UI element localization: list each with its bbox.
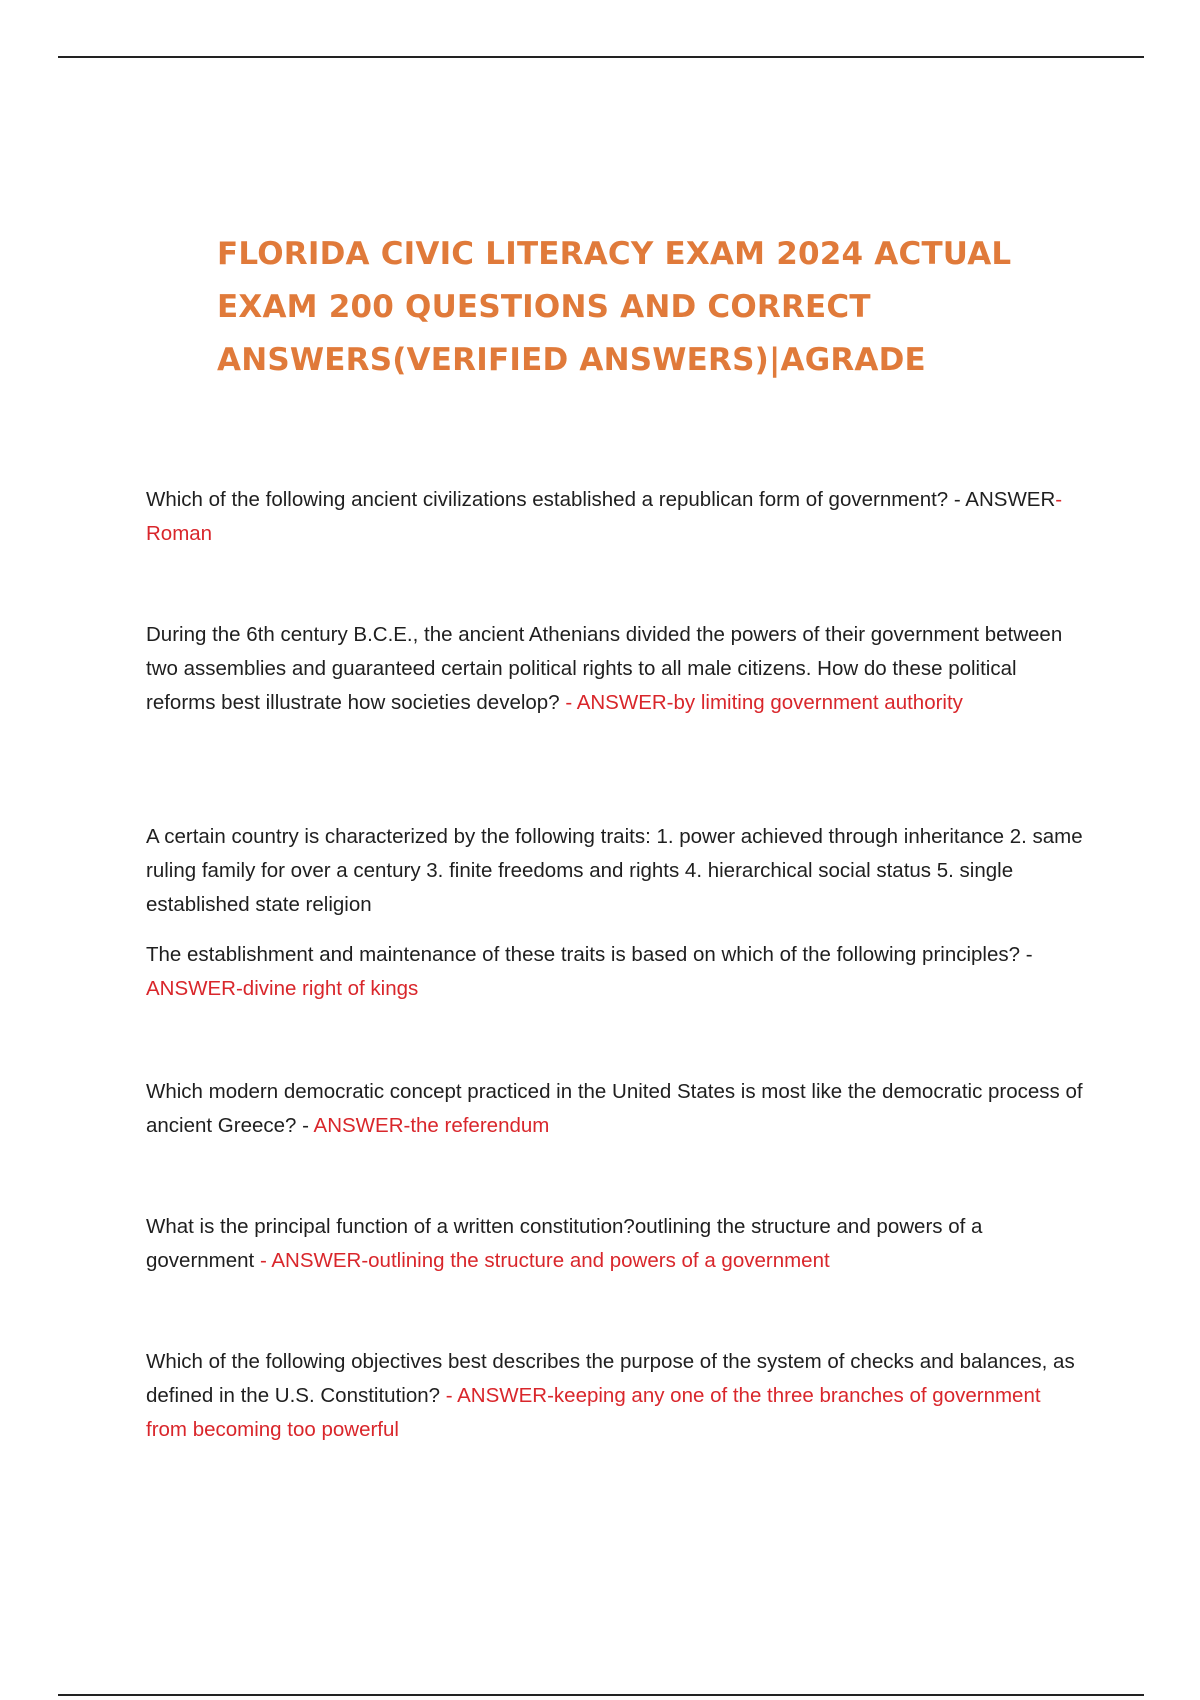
qa-item-3 bbox=[146, 820, 1086, 1006]
question-text bbox=[146, 483, 1086, 551]
qa-item-5 bbox=[146, 1210, 1086, 1278]
qa-item-2 bbox=[146, 618, 1086, 720]
question: The establishment and maintenance of these traits is based on which of the following principles? - bbox=[146, 943, 1033, 966]
question: Which modern democratic concept practiced in the United States is most like the democratic process of ancient Greece? - bbox=[146, 1080, 1083, 1137]
answer: ANSWER-divine right of kings bbox=[146, 977, 419, 1000]
answer: -Roman bbox=[146, 488, 1063, 545]
question-text bbox=[146, 938, 1086, 1006]
question-text bbox=[146, 1345, 1086, 1447]
question-text bbox=[146, 1075, 1086, 1143]
qa-item-4 bbox=[146, 1075, 1086, 1143]
answer: - ANSWER-by limiting government authority bbox=[565, 691, 963, 714]
answer: ANSWER-the referendum bbox=[313, 1114, 550, 1137]
question: Which of the following objectives best describes the purpose of the system of checks and balances, as defined in the U.S. Constitution? bbox=[146, 1350, 1075, 1407]
document-title: FLORIDA CIVIC LITERACY EXAM 2024 ACTUAL EXAM 200 QUESTIONS AND CORRECT ANSWERS(VERIFIED ANSWERS)|AGRADE bbox=[217, 236, 1012, 378]
header-rule bbox=[58, 56, 1144, 58]
footer-rule bbox=[58, 1694, 1144, 1696]
answer: - ANSWER-outlining the structure and powers of a government bbox=[259, 1249, 830, 1272]
question: During the 6th century B.C.E., the ancient Athenians divided the powers of their government between two assemblies and guaranteed certain political rights to all male citizens. How do these political reforms best illustrate how societies develop? bbox=[146, 623, 1063, 714]
answer: - ANSWER-keeping any one of the three branches of government from becoming too powerful bbox=[146, 1384, 1041, 1441]
question-text bbox=[146, 618, 1086, 720]
qa-item-6 bbox=[146, 1345, 1086, 1447]
question-text bbox=[146, 1210, 1086, 1278]
question: What is the principal function of a written constitution?outlining the structure and powers of a government bbox=[146, 1215, 983, 1272]
qa-item-1 bbox=[146, 483, 1086, 551]
question-intro: A certain country is characterized by the following traits: 1. power achieved through inheritance 2. same ruling family for over a century 3. finite freedoms and rights 4. hierarchical social status 5. single established state religion bbox=[146, 825, 1083, 916]
question: Which of the following ancient civilizations established a republican form of government? - ANSWER bbox=[146, 488, 1056, 511]
